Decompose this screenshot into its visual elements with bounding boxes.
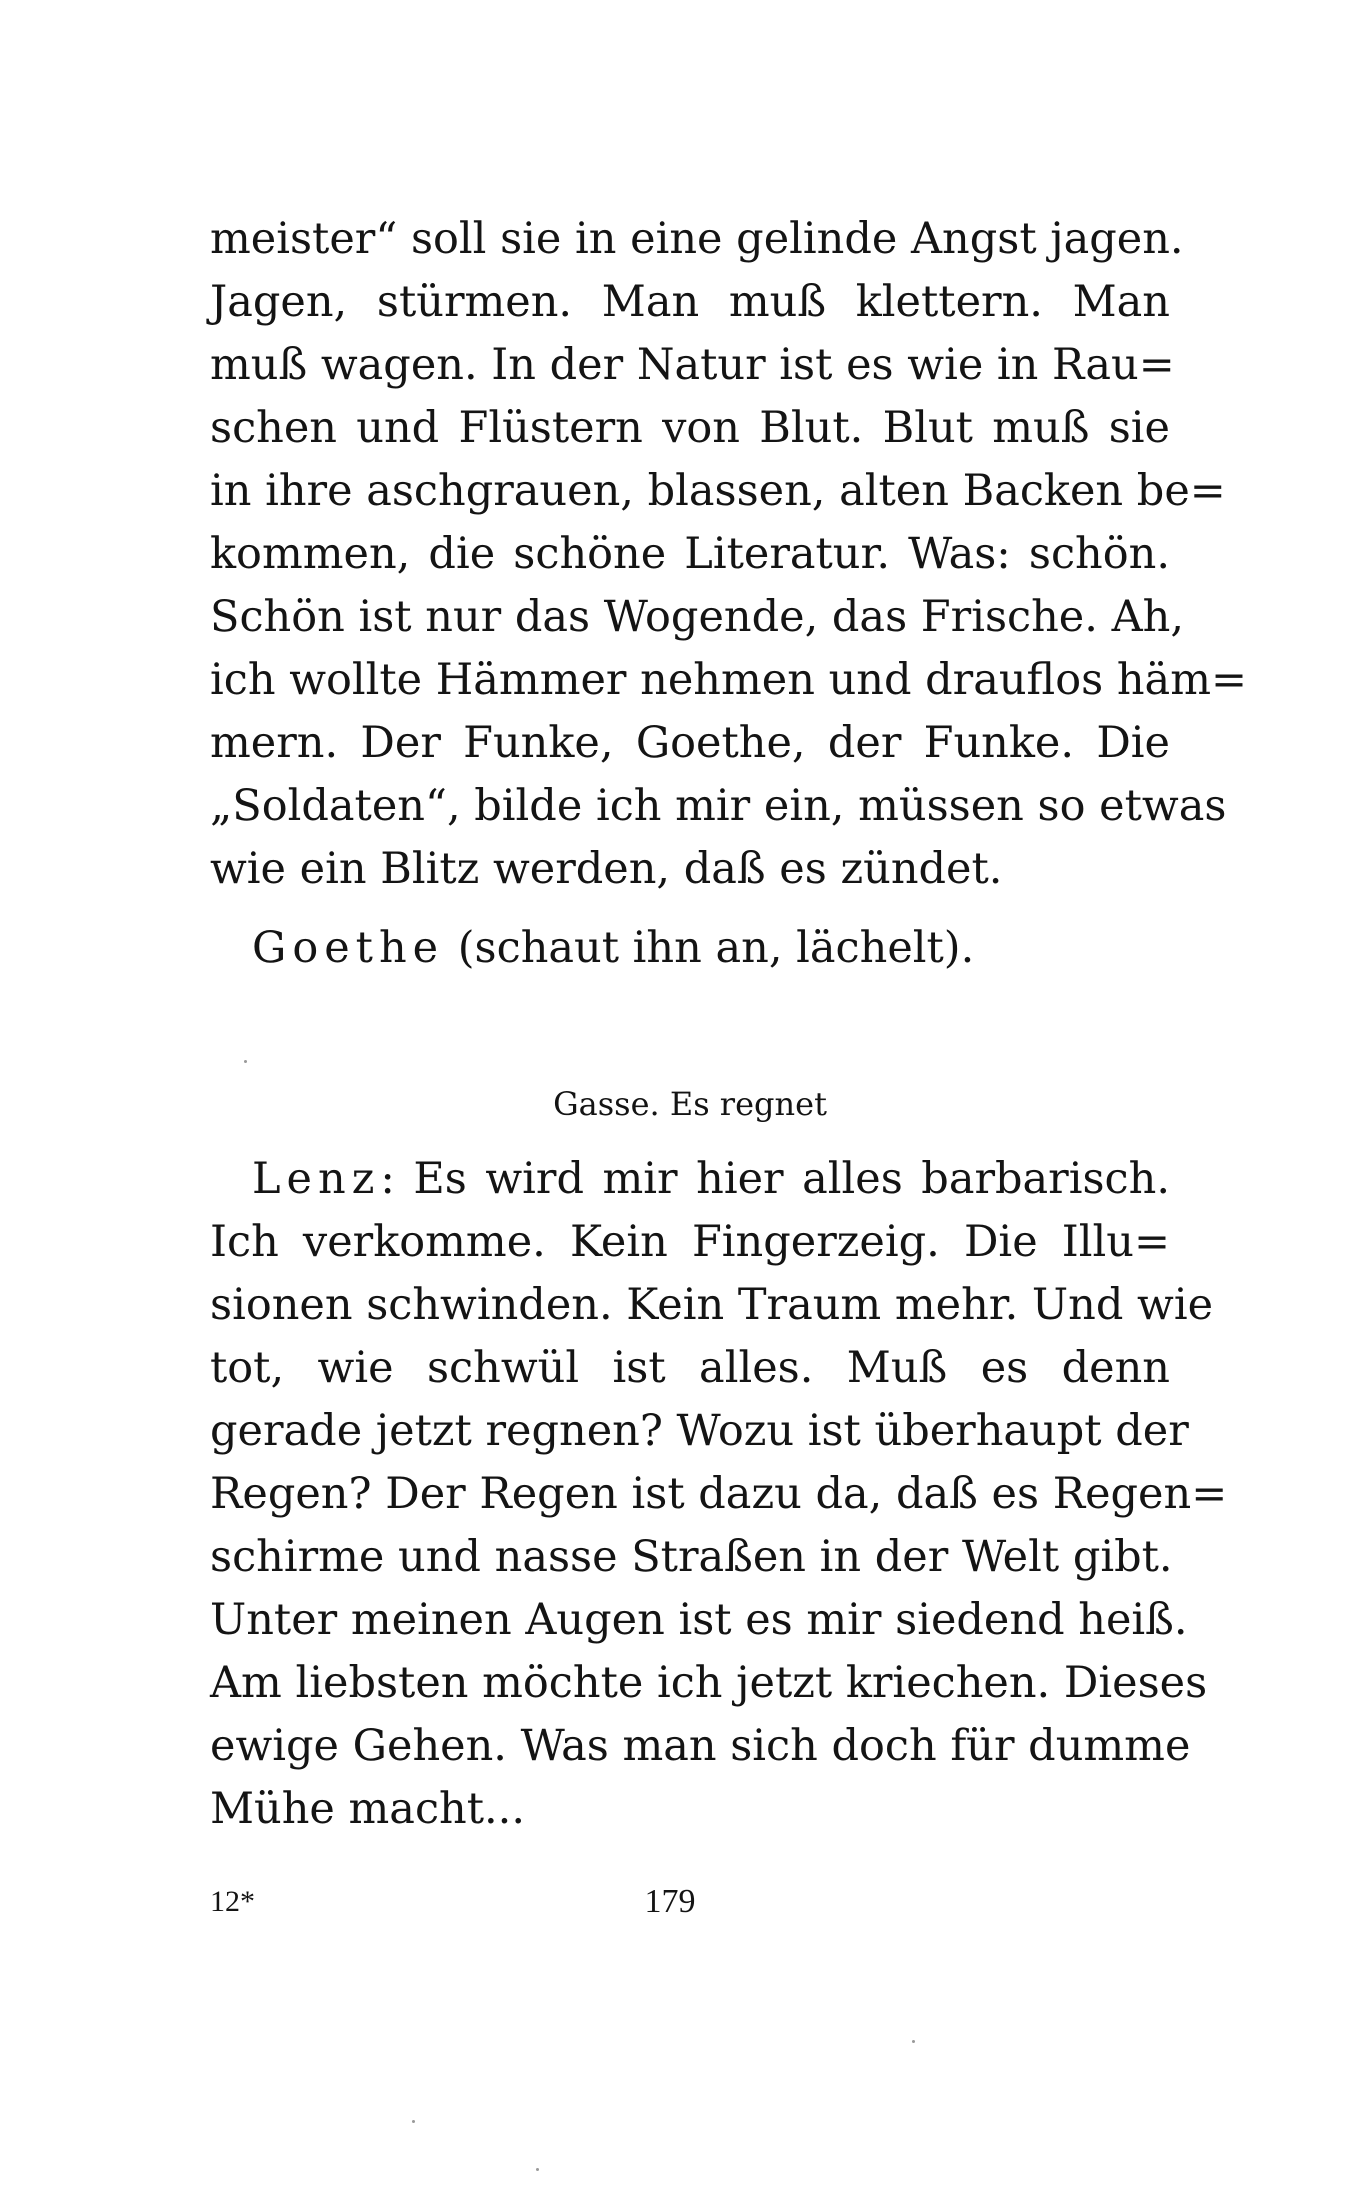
text-line: tot, wie schwül ist alles. Muß es denn bbox=[210, 1343, 1170, 1393]
speaker-name: Lenz bbox=[252, 1154, 381, 1204]
dialogue-block bbox=[210, 1148, 1228, 1841]
text-line: Unter meinen Augen ist es mir siedend heiß. bbox=[210, 1595, 1188, 1645]
text-line: Am liebsten möchte ich jetzt kriechen. Dieses bbox=[210, 1658, 1208, 1708]
text-line: „Soldaten“, bilde ich mir ein, müssen so etwas bbox=[210, 781, 1227, 831]
text-line bbox=[210, 1148, 1170, 1211]
scene-heading: Gasse. Es regnet bbox=[553, 1085, 827, 1123]
paper-speck bbox=[412, 2120, 415, 2123]
text-line: meister“ soll sie in eine gelinde Angst jagen. bbox=[210, 214, 1184, 264]
text-line: ich wollte Hämmer nehmen und drauflos häm= bbox=[210, 655, 1247, 705]
paper-speck bbox=[912, 2040, 915, 2043]
text-line: Regen? Der Regen ist dazu da, daß es Regen= bbox=[210, 1469, 1228, 1519]
text-line: Mühe macht... bbox=[210, 1784, 526, 1834]
text-line: kommen, die schöne Literatur. Was: schön. bbox=[210, 529, 1170, 579]
text-line: ewige Gehen. Was man sich doch für dumme bbox=[210, 1721, 1191, 1771]
text-line: wie ein Blitz werden, daß es zündet. bbox=[210, 844, 1003, 894]
text-line: mern. Der Funke, Goethe, der Funke. Die bbox=[210, 718, 1170, 768]
text-line: sionen schwinden. Kein Traum mehr. Und wie bbox=[210, 1280, 1214, 1330]
speaker-name: Goethe bbox=[252, 923, 445, 973]
text-line: in ihre aschgrauen, blassen, alten Backen be= bbox=[210, 466, 1226, 516]
text-line: schen und Flüstern von Blut. Blut muß sie bbox=[210, 403, 1170, 453]
page-number: 179 bbox=[644, 1883, 696, 1920]
signature-mark: 12* bbox=[210, 1885, 255, 1918]
paper-speck bbox=[536, 2168, 539, 2171]
stage-direction-line bbox=[210, 917, 1170, 980]
text-line: muß wagen. In der Natur ist es wie in Rau= bbox=[210, 340, 1175, 390]
paper-speck bbox=[244, 1060, 247, 1063]
text-line: schirme und nasse Straßen in der Welt gibt. bbox=[210, 1532, 1173, 1582]
text-line: Jagen, stürmen. Man muß klettern. Man bbox=[210, 277, 1170, 327]
text-line: Schön ist nur das Wogende, das Frische. Ah, bbox=[210, 592, 1184, 642]
stage-direction-text: (schaut ihn an, lächelt). bbox=[444, 923, 975, 973]
text-line: gerade jetzt regnen? Wozu ist überhaupt der bbox=[210, 1406, 1189, 1456]
text-line: Ich verkomme. Kein Fingerzeig. Die Illu= bbox=[210, 1217, 1170, 1267]
stage-direction bbox=[210, 917, 1170, 980]
dialogue-block-continued bbox=[210, 208, 1247, 901]
speech-text: : Es wird mir hier alles barbarisch. bbox=[380, 1154, 1170, 1204]
